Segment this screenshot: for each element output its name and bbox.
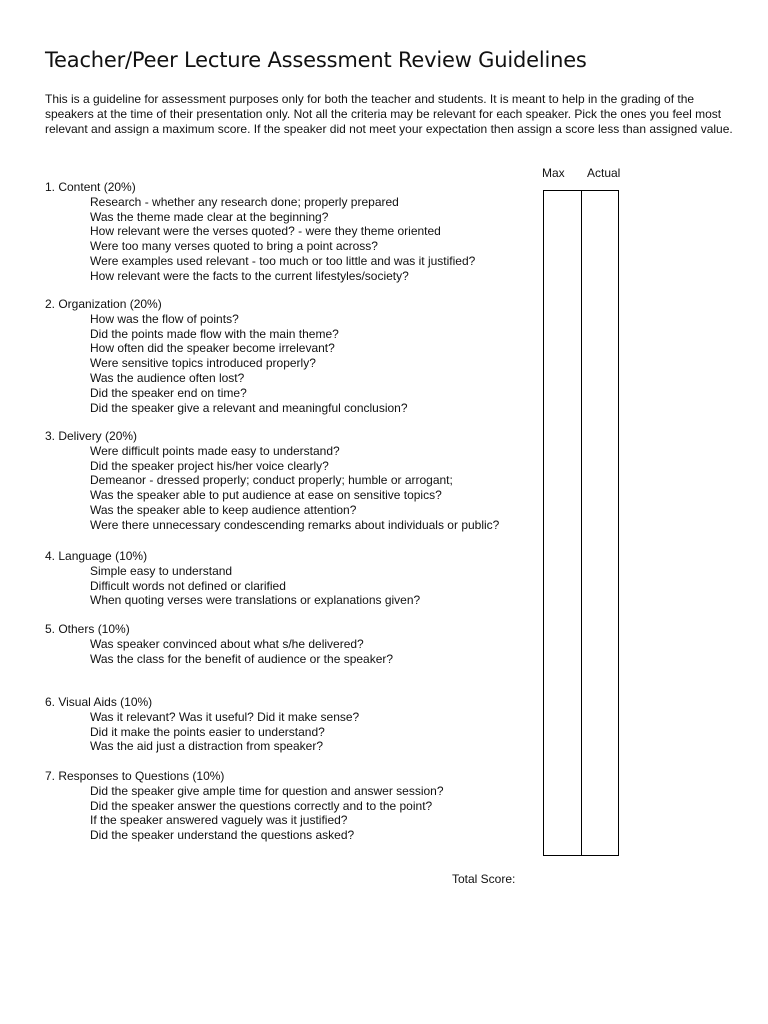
criteria-item: How often did the speaker become irrelevant?: [90, 341, 335, 356]
criteria-item: Was it relevant? Was it useful? Did it make sense?: [90, 709, 360, 724]
criteria-item: Simple easy to understand: [90, 563, 233, 578]
criteria-item: Difficult words not defined or clarified: [90, 578, 286, 593]
criteria-item: Did the speaker give a relevant and meaningful conclusion?: [90, 400, 408, 415]
criteria-item: Did the speaker give ample time for question and answer session?: [90, 783, 444, 798]
section-responses: [45, 769, 444, 843]
section-heading: 6. Visual Aids (10%): [45, 695, 153, 709]
criteria-item: Were there unnecessary condescending remarks about individuals or public?: [90, 517, 500, 532]
criteria-item: Did it make the points easier to understand?: [90, 724, 325, 739]
criteria-item: If the speaker answered vaguely was it justified?: [90, 813, 348, 828]
criteria-list: [45, 784, 444, 843]
section-heading: 3. Delivery (20%): [45, 429, 138, 443]
criteria-list: [45, 710, 359, 754]
column-header-actual: Actual: [587, 166, 621, 180]
section-delivery: [45, 429, 499, 533]
criteria-item: Research - whether any research done; properly prepared: [90, 194, 399, 209]
criteria-item: Did the speaker project his/her voice clearly?: [90, 458, 329, 473]
criteria-item: Did the speaker end on time?: [90, 385, 247, 400]
score-table-divider: [581, 191, 582, 855]
criteria-list: [45, 564, 420, 608]
criteria-item: Did the speaker answer the questions correctly and to the point?: [90, 798, 433, 813]
criteria-item: Were examples used relevant - too much or too little and was it justified?: [90, 253, 476, 268]
criteria-item: Was the speaker able to put audience at ease on sensitive topics?: [90, 488, 442, 503]
criteria-list: [45, 637, 393, 667]
section-others: [45, 622, 393, 666]
section-heading: 5. Others (10%): [45, 622, 130, 636]
criteria-item: Were too many verses quoted to bring a point across?: [90, 239, 378, 254]
column-header-max: Max: [542, 166, 565, 180]
criteria-list: [45, 312, 408, 416]
section-heading: 7. Responses to Questions (10%): [45, 769, 225, 783]
criteria-list: [45, 444, 499, 533]
criteria-item: Were difficult points made easy to understand?: [90, 443, 340, 458]
criteria-item: Was speaker convinced about what s/he delivered?: [90, 636, 364, 651]
criteria-item: Was the speaker able to keep audience attention?: [90, 502, 357, 517]
criteria-item: How was the flow of points?: [90, 311, 239, 326]
criteria-item: Demeanor - dressed properly; conduct properly; humble or arrogant;: [90, 473, 453, 488]
criteria-item: Did the points made flow with the main theme?: [90, 326, 339, 341]
score-table: [543, 190, 619, 856]
section-heading: 4. Language (10%): [45, 549, 148, 563]
criteria-list: [45, 195, 475, 284]
section-content: [45, 180, 475, 284]
section-organization: [45, 297, 408, 415]
section-language: [45, 549, 420, 608]
section-visual-aids: [45, 695, 359, 754]
intro-paragraph: This is a guideline for assessment purposes only for both the teacher and students. It is meant to help in the grading of the speakers at the time of their presentation only. Not all the criteria may be relevant for each speaker. Pick the ones you feel most relevant and assign a maximum score. If the speaker did not meet your expectation then assign a score less than assigned value.: [45, 92, 733, 136]
criteria-item: How relevant were the facts to the current lifestyles/society?: [90, 268, 409, 283]
section-heading: 1. Content (20%): [45, 180, 136, 194]
criteria-item: Was the audience often lost?: [90, 370, 245, 385]
criteria-item: When quoting verses were translations or explanations given?: [90, 593, 421, 608]
criteria-item: How relevant were the verses quoted? - were they theme oriented: [90, 224, 441, 239]
criteria-item: Was the class for the benefit of audience or the speaker?: [90, 651, 394, 666]
criteria-item: Was the theme made clear at the beginning?: [90, 209, 329, 224]
total-score-label: Total Score:: [452, 872, 516, 886]
page-title: Teacher/Peer Lecture Assessment Review Guidelines: [45, 48, 587, 72]
criteria-item: Were sensitive topics introduced properly?: [90, 356, 316, 371]
criteria-item: Did the speaker understand the questions asked?: [90, 828, 355, 843]
criteria-item: Was the aid just a distraction from speaker?: [90, 739, 323, 754]
section-heading: 2. Organization (20%): [45, 297, 162, 311]
